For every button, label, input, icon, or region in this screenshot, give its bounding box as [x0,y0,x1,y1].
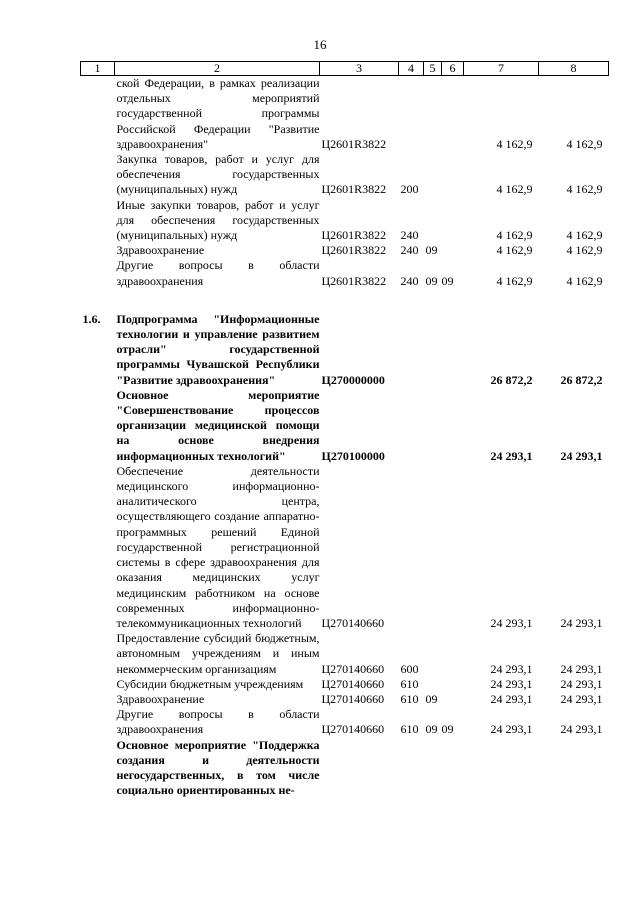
table-row [81,198,609,244]
section [424,152,442,198]
row-number [81,243,115,258]
subsection [442,677,464,692]
amount-col8: 4 162,9 [566,243,603,258]
target-article-code: Ц270140660 [321,661,385,676]
target-article-code: Ц270140660 [321,676,385,691]
amount-col8: 26 872,2 [560,372,603,387]
row-number [81,152,115,198]
table-row [81,388,609,464]
amount-col7: 4 162,9 [496,273,533,288]
column-number-header-row [81,62,609,76]
amount-col8: 4 162,9 [566,136,603,151]
expense-type: 240 [400,273,419,288]
row-description: Основное мероприятие "Совершенствование процессов организации медицинской помощи на основе внедрения информационных технологий" [116,387,320,463]
subsection [442,243,464,258]
table-row [81,312,609,388]
target-article-code: Ц2601R3822 [321,136,387,151]
amount-col7: 24 293,1 [490,661,533,676]
row-description: Иные закупки товаров, работ и услуг для обеспечения государственных (муниципальных) нужд [116,197,320,243]
expense-type: 240 [400,228,419,243]
table-body [81,76,609,799]
column-header: 4 [399,62,424,76]
expense-type [399,388,424,464]
expense-type [399,464,424,631]
table-row [81,738,609,799]
table-row [81,692,609,707]
subsection: 09 [441,273,454,288]
spacer-cell [81,289,609,312]
row-description: Основное мероприятие "Поддержка создания и деятельности негосударственных, в том числе социально ориентированных не- [116,737,320,798]
table-row [81,631,609,677]
amount-col8: 4 162,9 [566,273,603,288]
row-description: Подпрограмма "Информационные технологии и управление развитием отрасли" государственной программы Чувашской Республики "Развитие здравоохранения" [116,311,320,387]
column-header: 3 [320,62,399,76]
subsection [442,312,464,388]
page-number: 16 [313,37,327,52]
spacer-row [81,289,609,312]
table-row [81,707,609,737]
row-description: Закупка товаров, работ и услуг для обеспечения государственных (муниципальных) нужд [116,152,320,197]
table-row [81,152,609,198]
target-article-code: Ц270140660 [321,615,385,630]
target-article-code: Ц2601R3822 [321,182,387,197]
subsection [442,738,464,799]
amount-col8: 24 293,1 [560,676,603,691]
subsection [442,631,464,677]
row-number [81,677,115,692]
row-number [81,631,115,677]
subsection [442,152,464,198]
expense-type: 600 [400,661,419,676]
column-header: 8 [539,62,609,76]
row-description: Здравоохранение [116,691,205,706]
amount-col8: 24 293,1 [560,691,603,706]
expense-type: 610 [400,691,419,706]
target-article-code: Ц270140660 [321,691,385,706]
amount-col8: 4 162,9 [566,228,603,243]
table-row [81,243,609,258]
row-number [81,707,115,737]
amount-col7: 24 293,1 [490,691,533,706]
amount-col7: 4 162,9 [496,182,533,197]
amount-col7: 4 162,9 [496,228,533,243]
row-number [81,464,115,631]
subsection [442,464,464,631]
row-number: 1.6. [82,311,101,326]
table-row [81,76,609,153]
amount-col8: 24 293,1 [560,615,603,630]
row-number [81,198,115,244]
subsection: 09 [441,722,454,737]
row-number [81,76,115,153]
section: 09 [425,273,438,288]
amount-col8 [539,738,609,799]
column-header: 1 [81,62,115,76]
amount-col8: 4 162,9 [566,182,603,197]
section [424,312,442,388]
amount-col7: 24 293,1 [490,722,533,737]
target-article-code: Ц270140660 [321,722,385,737]
subsection [442,388,464,464]
row-number [81,738,115,799]
section [424,76,442,153]
row-description: Другие вопросы в области здравоохранения [116,258,320,288]
amount-col8: 24 293,1 [560,722,603,737]
table-row [81,677,609,692]
table-row [81,464,609,631]
section [424,388,442,464]
expense-type: 610 [400,676,419,691]
amount-col8: 24 293,1 [560,661,603,676]
amount-col7: 24 293,1 [490,676,533,691]
target-article-code: Ц2601R3822 [321,228,387,243]
row-description: ской Федерации, в рамках реализации отдельных мероприятий государственной программы Российской Федерации "Развитие здравоохранения" [116,76,320,151]
row-description: Обеспечение деятельности медицинского информационно-аналитического центра, осуществляющего создание аппаратно-программных решений Единой государственной регистрационной системы в сфере здравоохранения для оказания медицинских услуг медицинским работником на основе современных информационно-телекоммуникационных технологий [116,463,320,630]
amount-col7: 4 162,9 [496,243,533,258]
subsection [442,198,464,244]
column-header: 5 [424,62,442,76]
expense-type [399,76,424,153]
section: 09 [425,691,438,706]
section [424,464,442,631]
section [424,677,442,692]
row-description: Субсидии бюджетным учреждениям [116,676,304,691]
amount-col7: 4 162,9 [496,136,533,151]
amount-col7 [464,738,539,799]
row-number [81,258,115,288]
budget-table [80,61,609,798]
expense-type [399,738,424,799]
row-description: Предоставление субсидий бюджетным, автономным учреждениям и иным некоммерческим организациям [116,631,320,676]
amount-col7: 24 293,1 [490,448,533,463]
section: 09 [425,722,438,737]
target-article-code: Ц2601R3822 [321,273,387,288]
column-header: 7 [464,62,539,76]
section: 09 [425,243,438,258]
expense-type [399,312,424,388]
row-number [81,388,115,464]
section [424,198,442,244]
expense-type: 610 [400,722,419,737]
column-header: 2 [115,62,320,76]
section [424,738,442,799]
amount-col8: 24 293,1 [560,448,603,463]
row-description: Здравоохранение [116,243,205,258]
subsection [442,692,464,707]
target-article-code: Ц270100000 [321,448,385,463]
target-article-code [320,738,399,799]
row-description: Другие вопросы в области здравоохранения [116,707,320,737]
table-row [81,258,609,288]
subsection [442,76,464,153]
expense-type: 200 [400,182,419,197]
amount-col7: 26 872,2 [490,372,533,387]
target-article-code: Ц270000000 [321,372,385,387]
section [424,631,442,677]
target-article-code: Ц2601R3822 [321,243,387,258]
column-header: 6 [442,62,464,76]
row-number [81,692,115,707]
amount-col7: 24 293,1 [490,615,533,630]
expense-type: 240 [400,243,419,258]
